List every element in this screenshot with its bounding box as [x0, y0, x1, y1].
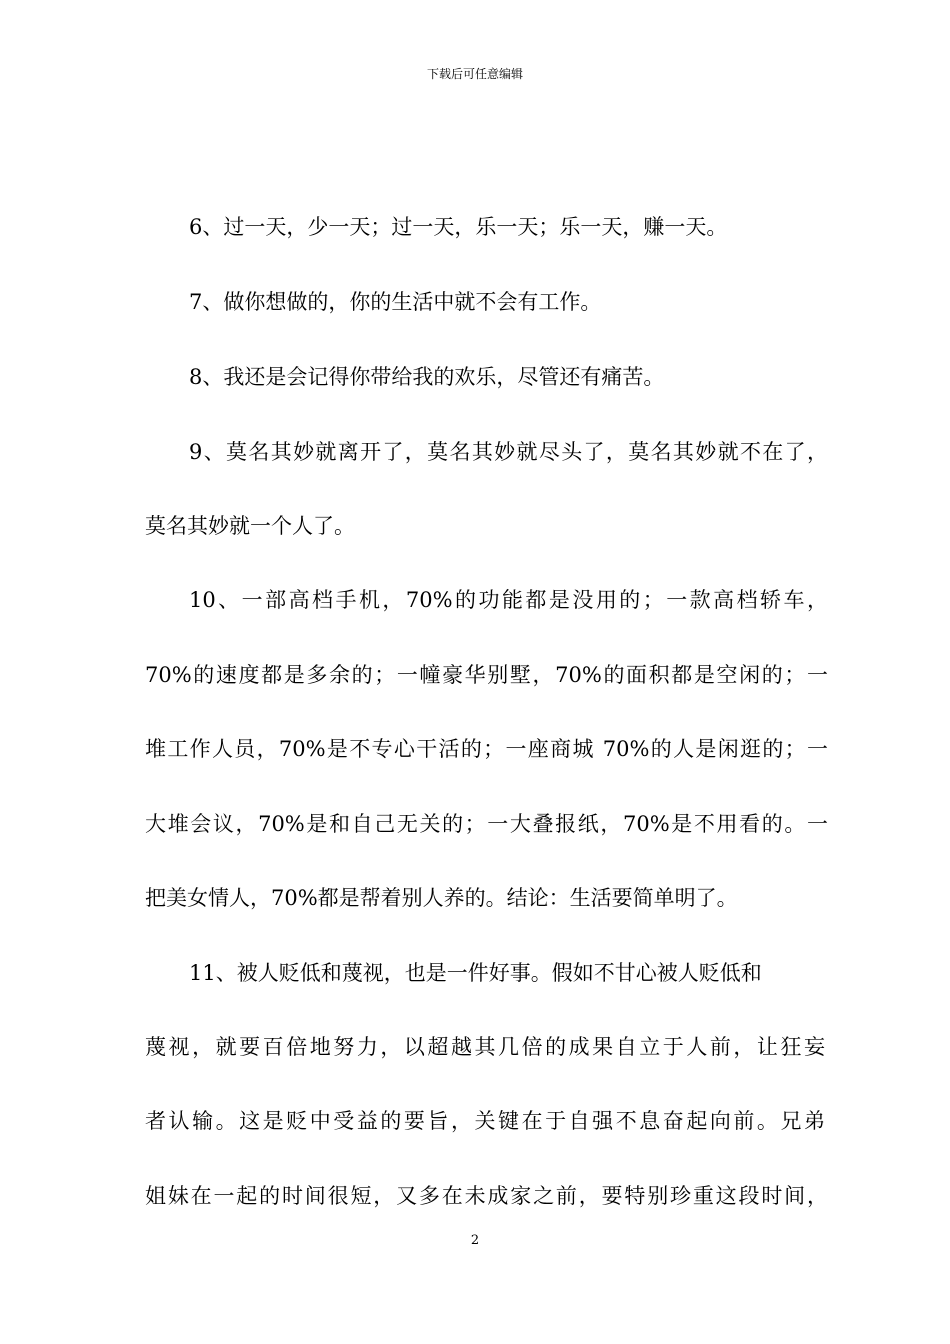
paragraph-11-line-4: 姐妹在一起的时间很短，又多在未成家之前，要特别珍重这段时间，	[145, 1184, 828, 1208]
paragraph-11-line-3: 者认输。这是贬中受益的要旨，关键在于自强不息奋起向前。兄弟	[145, 1109, 825, 1133]
paragraph-11-line-2: 蔑视，就要百倍地努力，以超越其几倍的成果自立于人前，让狂妄	[145, 1035, 825, 1059]
paragraph-7-line-1: 7、做你想做的，你的生活中就不会有工作。	[189, 290, 602, 314]
paragraph-10-line-1: 10、一部高档手机，70%的功能都是没用的；一款高档轿车，	[189, 588, 828, 612]
paragraph-11-line-1: 11、被人贬低和蔑视，也是一件好事。假如不甘心被人贬低和	[189, 961, 762, 985]
page-number: 2	[470, 1233, 480, 1248]
paragraph-10-line-3: 堆工作人员，70%是不专心干活的；一座商城 70%的人是闲逛的；一	[145, 737, 828, 761]
paragraph-9-line-1: 9、莫名其妙就离开了，莫名其妙就尽头了，莫名其妙就不在了，	[189, 440, 828, 464]
paragraph-9-line-2: 莫名其妙就一个人了。	[145, 514, 355, 538]
paragraph-6-line-1: 6、过一天，少一天；过一天，乐一天；乐一天，赚一天。	[189, 215, 728, 239]
paragraph-10-line-2: 70%的速度都是多余的；一幢豪华别墅，70%的面积都是空闲的；一	[145, 663, 828, 687]
paragraph-8-line-1: 8、我还是会记得你带给我的欢乐，尽管还有痛苦。	[189, 365, 665, 389]
paragraph-10-line-4: 大堆会议，70%是和自己无关的；一大叠报纸，70%是不用看的。一	[145, 812, 828, 836]
page-header: 下载后可任意编辑	[426, 67, 523, 81]
paragraph-10-line-5: 把美女情人，70%都是帮着别人养的。结论：生活要简单明了。	[145, 886, 738, 910]
